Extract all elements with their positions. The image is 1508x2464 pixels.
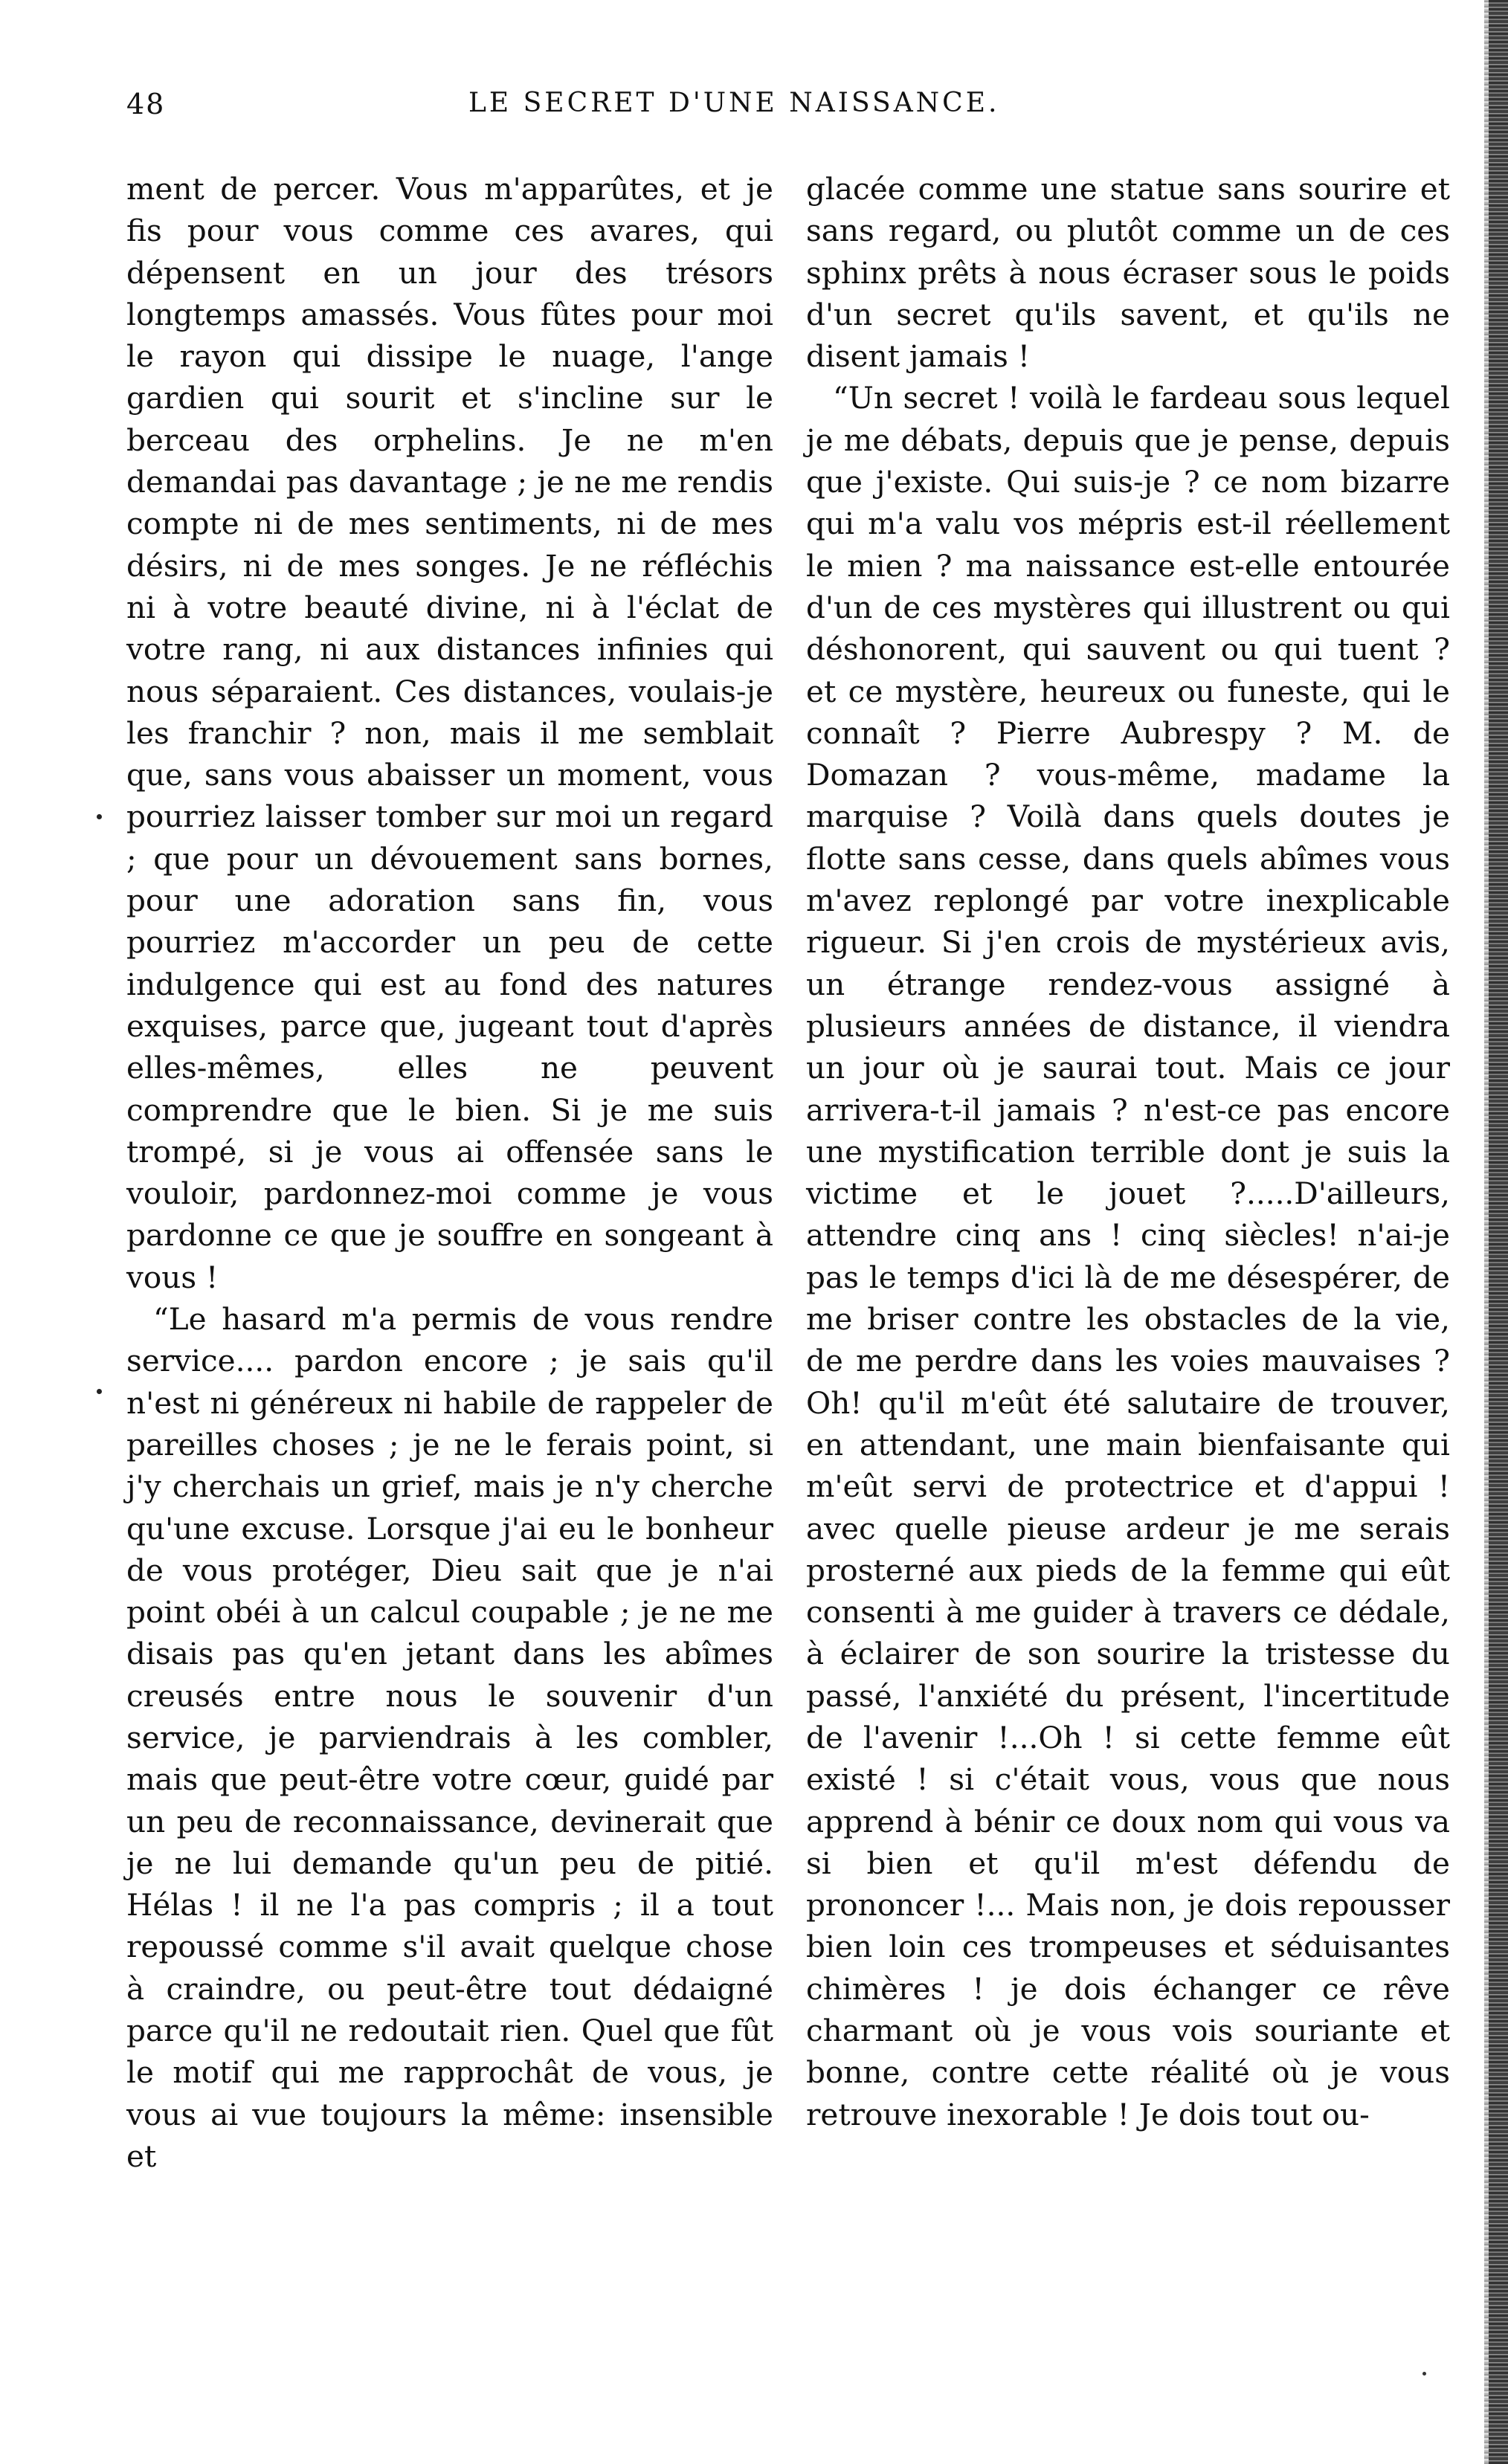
page-number: 48 <box>126 88 166 120</box>
paragraph: glacée comme une statue sans sourire et sans regard, ou plutôt comme un de ces sphinx prêts à nous écraser sous le poids d'un secret qu'ils savent, et qu'ils ne disent jamais ! <box>806 171 1450 375</box>
margin-mark <box>97 814 102 819</box>
right-text-column <box>806 168 1450 2135</box>
scan-edge-border <box>1489 0 1508 2464</box>
margin-mark <box>97 1389 102 1394</box>
paragraph: “Le hasard m'a permis de vous rendre service.... pardon encore ; je sais qu'il n'est ni généreux ni habile de rappeler de pareilles choses ; je ne le ferais point, si j'y cherchais un grief, mais je n'y cherche qu'une excuse. Lorsque j'ai eu le bonheur de vous protéger, Dieu sait que je n'ai point obéi à un calcul coupable ; je ne me disais pas qu'en jetant dans les abîmes creusés entre nous le souvenir d'un service, je parviendrais à les combler, mais que peut-être votre cœur, guidé par un peu de reconnaissance, devinerait que je ne lui demande qu'un peu de pitié. Hélas ! il ne l'a pas compris ; il a tout repoussé comme s'il avait quelque chose à craindre, ou peut-être tout dédaigné parce qu'il ne redoutait rien. Quel que fût le motif qui me rapprochât de vous, je vous ai vue toujours la même: insensible et <box>126 1301 773 2174</box>
page-header <box>126 88 1093 132</box>
left-text-column <box>126 168 773 2177</box>
running-title: LE SECRET D'UNE NAISSANCE. <box>468 88 1000 118</box>
paragraph: ment de percer. Vous m'apparûtes, et je fis pour vous comme ces avares, qui dépensent en un jour des trésors longtemps amassés. Vous fûtes pour moi le rayon qui dissipe le nuage, l'ange gardien qui sourit et s'incline sur le berceau des orphelins. Je ne m'en demandai pas davantage ; je ne me rendis compte ni de mes sentiments, ni de mes désirs, ni de mes songes. Je ne réfléchis ni à votre beauté divine, ni à l'éclat de votre rang, ni aux distances infinies qui nous séparaient. Ces distances, voulais-je les franchir ? non, mais il me semblait que, sans vous abaisser un moment, vous pourriez laisser tomber sur moi un regard ; que pour un dévouement sans bornes, pour une adoration sans fin, vous pourriez m'accorder un peu de cette indulgence qui est au fond des natures exquises, parce que, jugeant tout d'après elles-mêmes, elles ne peuvent comprendre que le bien. Si je me suis trompé, si je vous ai offensée sans le vouloir, pardonnez-moi comme je vous pardonne ce que je souffre en songeant à vous ! <box>126 171 773 1295</box>
paragraph: “Un secret ! voilà le fardeau sous lequel je me débats, depuis que je pense, depuis que j'existe. Qui suis-je ? ce nom bizarre qui m'a valu vos mépris est-il réellement le mien ? ma naissance est-elle entourée d'un de ces mystères qui illustrent ou qui déshonorent, qui sauvent ou qui tuent ? et ce mystère, heureux ou funeste, qui le connaît ? Pierre Aubrespy ? M. de Domazan ? vous-même, madame la marquise ? Voilà dans quels doutes je flotte sans cesse, dans quels abîmes vous m'avez replongé par votre inexplicable rigueur. Si j'en crois de mystérieux avis, un étrange rendez-vous assigné à plusieurs années de distance, il viendra un jour où je saurai tout. Mais ce jour arrivera-t-il jamais ? n'est-ce pas encore une mystification terrible dont je suis la victime et le jouet ?.....D'ailleurs, attendre cinq ans ! cinq siècles! n'ai-je pas le temps d'ici là de me désespérer, de me briser contre les obstacles de la vie, de me perdre dans les voies mauvaises ? Oh! qu'il m'eût été salutaire de trouver, en attendant, une main bienfaisante qui m'eût servi de protectrice et d'appui ! avec quelle pieuse ardeur je me serais prosterné aux pieds de la femme qui eût consenti à me guider à travers ce dédale, à éclairer de son sourire la tristesse du passé, l'anxiété du présent, l'incertitude de l'avenir !...Oh ! si cette femme eût existé ! si c'était vous, vous que nous apprend à bénir ce doux nom qui vous va si bien et qu'il m'est défendu de prononcer !... Mais non, je dois repousser bien loin ces trompeuses et séduisantes chimères ! je dois échanger ce rêve charmant où je vous vois souriante et bonne, contre cette réalité où je vous retrouve inexorable ! Je dois tout ou- <box>806 380 1450 2132</box>
margin-mark <box>1422 2372 1426 2376</box>
